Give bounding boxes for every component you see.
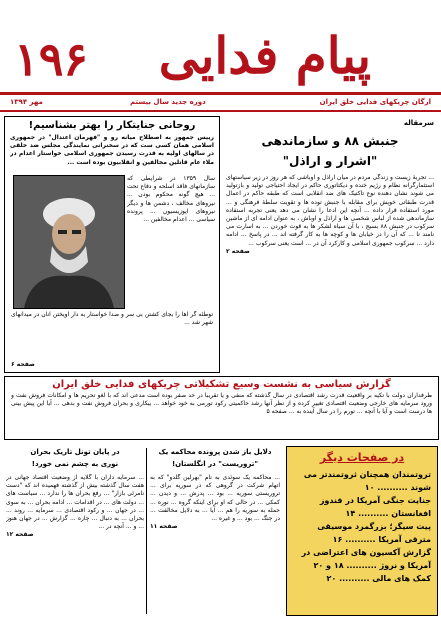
- trial-headline: دلایل باز شدن پرونده محاکمه یک: [158, 448, 272, 456]
- cleric-photo: [13, 175, 125, 309]
- contents-sidebar: [286, 446, 438, 616]
- contents-item-page: ۱۸ و ۲۰: [313, 561, 344, 570]
- contents-item[interactable]: پیت سیگر؛ بزرگمرد موسیقی مترقی آمریکا .......... ۱۶: [317, 522, 431, 544]
- editorial-headline: جنبش ۸۸ و سازماندهی: [261, 134, 399, 148]
- crisis-subhead: نوری به چشم نمی خورد!: [31, 460, 119, 468]
- trial-continued: صفحه ۱۱: [150, 523, 178, 531]
- editorial-body: ... تجربهٔ زیست و زندگی مردم در میان اراذل و اوباشی که هر روز در زیر سیاستهای استثمارگرانه نظام و رژیم خنده و دیکتاتوری حاکم در ایجاد احتیاجی تولید و بازتولید می شوند نشان دهنده نوع تاکتیک های ضد انقلابی است که طبقه حاکم در اعمال قدرت طبقاتی خویش برای مقابله با جنبش توده ها و تقویت سلطهٔ فرهنگی و ... مورد استفاده قرار داده ... آنچه این ادعا را نشان می دهد یعنی تجربه استفاده سازماندهی شده از لباس شخصی ها و اراذل و اوباش ، به عنوان ادامه ای از ماشین سرکوب در جنبش ۸۸ بسیج ، با آن سیاه لشکر ها به قوت خوردن ... به اسارت می نامند تا ... که آن را در خیابان ها و کوچه ها به کار گرفته اند ... در پاسخ ... ادامه دارد ... سرکوب جمهوری اسلامی و کارکرد آن در ... است یعنی سرکوب ...: [226, 174, 434, 247]
- contents-item-text: گزارش آکسیون های اعتراضی در آمریکا و نروژ: [301, 548, 431, 570]
- feature-headline: روحانی جنایتکار را بهتر بشناسیم!: [28, 120, 196, 131]
- portrait-image: [14, 176, 124, 308]
- feature-lede: رییس جمهور به اصطلاح میانه رو و "فهرمان اعتدال" در جمهوری اسلامی همان کسی ست که در سخنرانی نمایندگی مجلس ضد خلقی در سالهای اولیه به قدرت رسیدن جمهوری اسلامی خواستار اعدام در ملاء عام قاتلین مخالفین و انقلابیون بوده است ...: [10, 134, 214, 166]
- trial-subhead: "تروریست" در انگلستان!: [171, 460, 259, 468]
- crisis-continued: صفحه ۱۲: [6, 531, 34, 539]
- contents-item[interactable]: تروتمندان همچنان ثروتمندتر می شوند .......... ۱۰: [303, 470, 431, 492]
- report-body: طرفداران دولت با تکیه بر واقعیت قدرت رشد اقتصادی در سال گذشته که منفی و یا تقریبا در حد صفر بوده است مدعی اند که با لغو تحریم ها و امکانات فروش نفت و ورود سرمایه های خارجی وضعیت اقتصادی تغییر کرده و از نظر آنها رشد حاکمیتی رکود تورمی به خود خواهد ... بیکاری و بحران فروش نفت و بدهی ... آیا این پیش بینی ها درست است و آیا با آنچه ... تورم را در سال آینده به ... صفحه ۵: [11, 392, 432, 416]
- series-line: دوره جدید سال بیستم: [130, 98, 206, 106]
- crisis-article: [6, 448, 144, 616]
- newspaper-title: پیام فدایی: [158, 26, 371, 85]
- contents-list: [293, 468, 431, 585]
- feature-box: [4, 116, 220, 373]
- org-line: ارگان چریکهای فدایی خلق ایران: [319, 98, 431, 106]
- column-divider: [146, 448, 147, 614]
- editorial: [226, 117, 434, 372]
- crisis-headline: در پایان تونل تاریک بحران: [30, 448, 120, 456]
- issue-number: ۱۹۶: [14, 32, 89, 86]
- masthead: [0, 0, 441, 95]
- editorial-subhead: "اشرار و اراذل": [282, 154, 378, 168]
- issue-date: مهر ۱۳۹۴: [10, 98, 43, 106]
- contents-item-page: ۲۰: [326, 574, 337, 583]
- editorial-kicker: سرمقاله: [403, 119, 434, 127]
- trial-body: ... محاکمه یک سوئدی به نام "بهرلین گلدو" که به اتهام شرکت در گروهی که در سوریه برای ... تروریستی سوریه ... بود ... پدرش ... و دیدن ... کمکی ... در حالی که او برای اینکه گروه ... نوره ... حمله به سوریه را هم ... آیا ... به دلایل مخالفت ... در جنگ ... بود ... و غیره ...: [150, 474, 280, 523]
- contents-item-text: کمک های مالی: [372, 574, 431, 583]
- political-report: [4, 376, 439, 440]
- contents-item[interactable]: گزارش آکسیون های اعتراضی در آمریکا و نروژ .......... ۱۸ و ۲۰: [301, 548, 431, 570]
- contents-item-page: ۱۶: [332, 535, 343, 544]
- crisis-body: ... سرمایه داران با گلایه از وضعیت اقتصاد جهانی در هفت سال گذشته بیش از گذشته فهمیده اند که "دست نامرئی بازار" ... رفع بحران ها را ندارد ... سیاست های ... دولت های ... در اقدامات ... ادامه بحران ... به سوی ... در جهان ... و رکود اقتصادی ... سرمایه ... روند ... بحران ... به دنبال ... چاره ... گزارش ... در جهان هنوز ... و ... آنچه در ...: [6, 474, 144, 531]
- feature-continued: صفحه ۶: [11, 361, 35, 368]
- editorial-continued: صفحه ۲: [226, 247, 250, 255]
- contents-item[interactable]: کمک های مالی .......... ۲۰: [326, 574, 431, 583]
- contents-item[interactable]: جنایت جنگی آمریکا در قندوز افغانستان .......... ۱۴: [319, 496, 431, 518]
- report-headline: گزارش سیاسی به نشست وسیع تشکیلاتی چریکهای فدایی خلق ایران: [52, 379, 391, 390]
- contents-item-text: پیت سیگر؛ بزرگمرد موسیقی مترقی آمریکا: [317, 522, 431, 544]
- contents-item-text: جنایت جنگی آمریکا در قندوز افغانستان: [319, 496, 431, 518]
- contents-item-text: تروتمندان همچنان ثروتمندتر می شوند: [303, 470, 431, 492]
- contents-item-page: ۱۴: [345, 509, 356, 518]
- masthead-rule-bottom: [0, 110, 441, 112]
- feature-caption: توطئه گر اها را بجای کشتن بی سر و صدا خواستار به دار آویختن آنان در میدانهای شهر شد ...: [11, 311, 213, 327]
- contents-heading: در صفحات دیگر: [319, 451, 405, 464]
- contents-item-page: ۱۰: [364, 483, 375, 492]
- terror-trial-article: [150, 448, 280, 616]
- masthead-strip: [0, 95, 441, 111]
- feature-body: سال ۱۳۵۹ در شرایطی که سازمانهای فاقد اسلحه و دفاع تحت ... هیچ گونه محکوم بودن ... نیروهای مخالف ، دشمن ها و دیگر نیروهای اپوزیسیون ... پرونده سیاسی ... اعدام مخالفین ...: [127, 175, 215, 224]
